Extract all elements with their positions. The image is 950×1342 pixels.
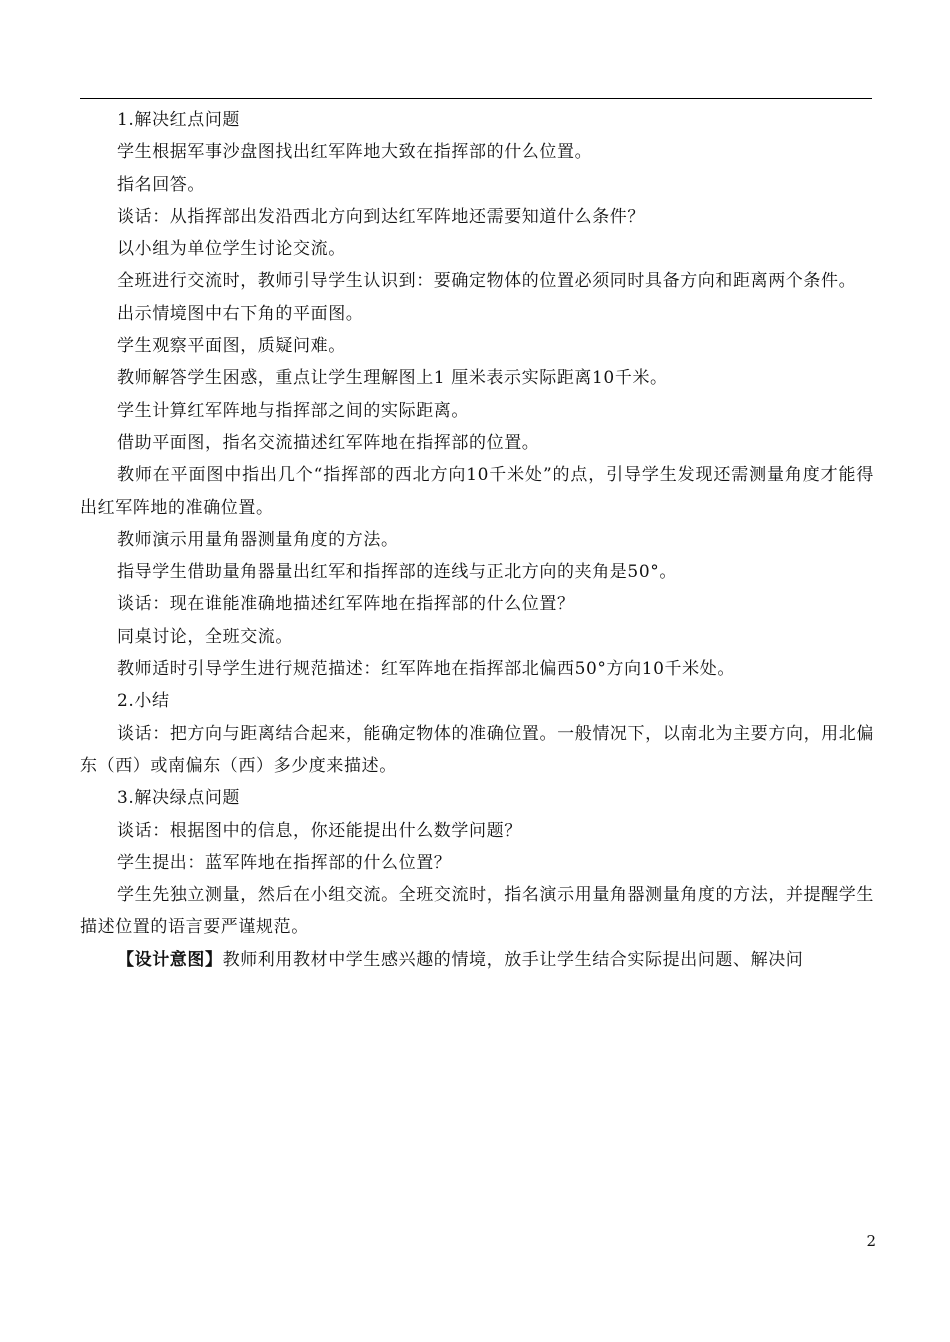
paragraph: 同桌讨论，全班交流。 (117, 626, 293, 647)
paragraph: 谈话：根据图中的信息，你还能提出什么数学问题？ (117, 820, 522, 841)
design-intent-text: 教师利用教材中学生感兴趣的情境，放手让学生结合实际提出问题、解决问 (222, 949, 804, 970)
paragraph: 谈话：从指挥部出发沿西北方向到达红军阵地还需要知道什么条件？ (117, 206, 645, 227)
paragraph: 指导学生借助量角器量出红军和指挥部的连线与正北方向的夹角是50°。 (117, 562, 677, 583)
paragraph: 教师解答学生困惑，重点让学生理解图上1 厘米表示实际距离10千米。 (117, 368, 668, 389)
paragraph: 教师适时引导学生进行规范描述：红军阵地在指挥部北偏西50°方向10千米处。 (117, 659, 735, 680)
paragraph: 1.解决红点问题 (117, 110, 241, 130)
paragraph: 教师演示用量角器测量角度的方法。 (117, 529, 399, 550)
section-heading: 2.小结 (117, 691, 170, 712)
paragraph: 出示情境图中右下角的平面图。 (117, 303, 364, 324)
design-intent-paragraph (80, 944, 874, 976)
paragraph: 学生提出：蓝军阵地在指挥部的什么位置？ (117, 852, 452, 873)
paragraph: 谈话：现在谁能准确地描述红军阵地在指挥部的什么位置？ (117, 594, 575, 615)
document-body (80, 104, 874, 976)
paragraph: 学生根据军事沙盘图找出红军阵地大致在指挥部的什么位置。 (117, 142, 593, 163)
section-heading: 3.解决绿点问题 (117, 788, 241, 809)
paragraph: 以小组为单位学生讨论交流。 (117, 239, 346, 260)
page-number: 2 (866, 1232, 876, 1250)
paragraph: 全班进行交流时，教师引导学生认识到：要确定物体的位置必须同时具备方向和距离两个条件。 (117, 271, 857, 292)
paragraph: 学生先独立测量，然后在小组交流。全班交流时，指名演示用量角器测量角度的方法，并提醒学生描述位置的语言要严谨规范。 (80, 885, 874, 938)
paragraph: 学生观察平面图，质疑问难。 (117, 336, 346, 357)
paragraph: 指名回答。 (117, 174, 205, 195)
paragraph: 借助平面图，指名交流描述红军阵地在指挥部的位置。 (117, 432, 540, 453)
design-intent-label: 【设计意图】 (117, 949, 223, 970)
paragraph: 教师在平面图中指出几个“指挥部的西北方向10千米处”的点，引导学生发现还需测量角度才能得出红军阵地的准确位置。 (80, 465, 874, 518)
paragraph: 学生计算红军阵地与指挥部之间的实际距离。 (117, 400, 469, 421)
paragraph: 谈话：把方向与距离结合起来，能确定物体的准确位置。一般情况下，以南北为主要方向，用北偏东（西）或南偏东（西）多少度来描述。 (80, 723, 874, 776)
header-rule (80, 98, 872, 99)
